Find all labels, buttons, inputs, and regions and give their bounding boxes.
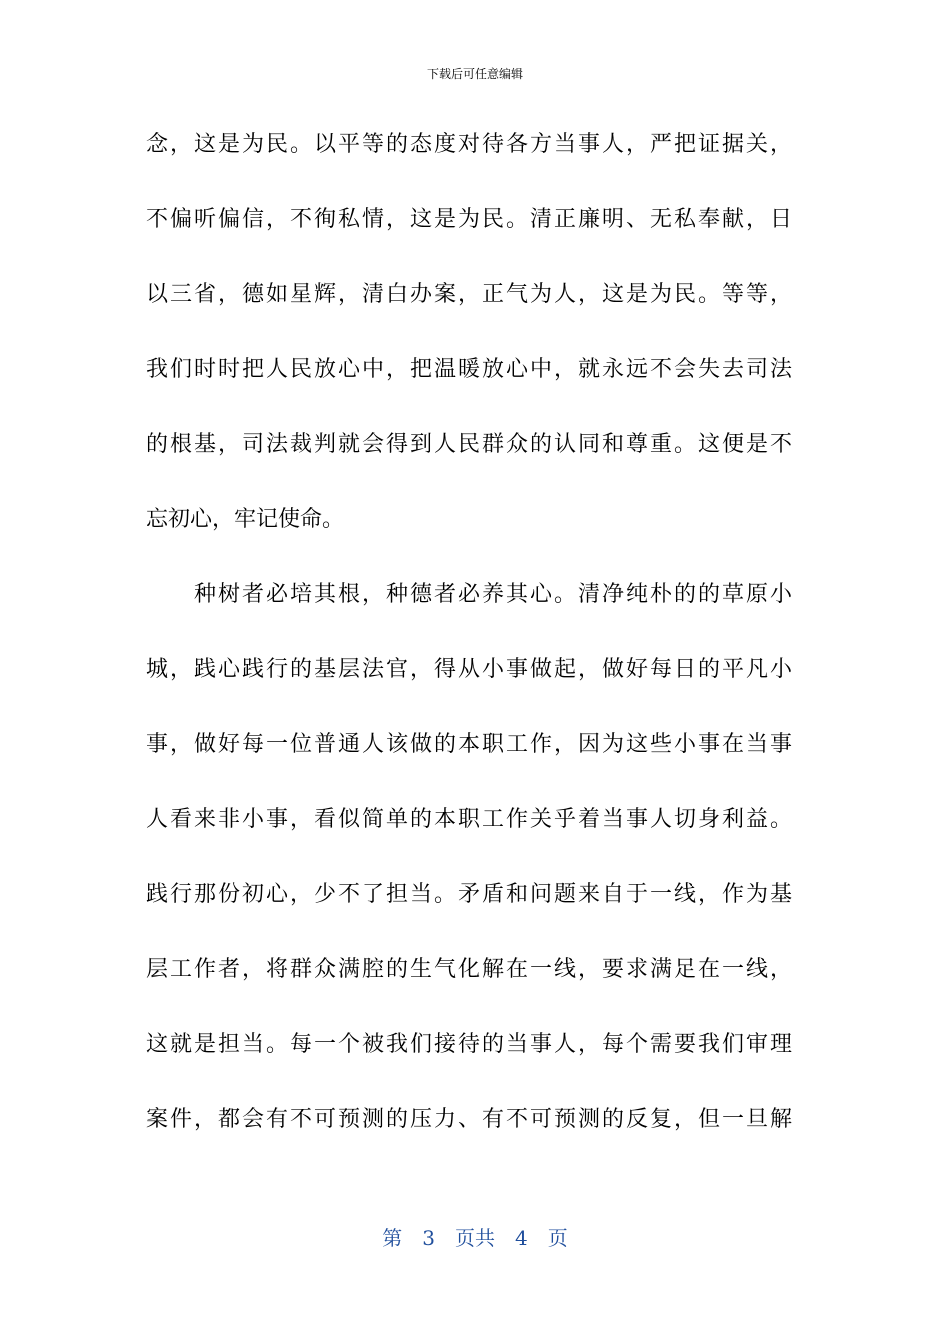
document-body [146, 107, 792, 1157]
text-line: 我们时时把人民放心中，把温暖放心中，就永远不会失去司法 [146, 357, 792, 382]
text-line: 城，践心践行的基层法官，得从小事做起，做好每日的平凡小 [146, 657, 792, 682]
text-line: 忘初心，牢记使命。 [146, 507, 345, 532]
text-line: 人看来非小事，看似简单的本职工作关乎着当事人切身利益。 [146, 807, 792, 832]
text-line: 这就是担当。每一个被我们接待的当事人，每个需要我们审理 [146, 1032, 792, 1057]
page-header: 下载后可任意编辑 [426, 67, 523, 81]
text-line: 以三省，德如星辉，清白办案，正气为人，这是为民。等等， [146, 282, 792, 307]
text-line: 事，做好每一位普通人该做的本职工作，因为这些小事在当事 [146, 732, 792, 757]
text-line: 的根基，司法裁判就会得到人民群众的认同和尊重。这便是不 [146, 432, 792, 457]
text-line: 不偏听偏信，不徇私情，这是为民。清正廉明、无私奉献，日 [146, 207, 792, 232]
text-line: 层工作者，将群众满腔的生气化解在一线，要求满足在一线， [146, 957, 792, 982]
page-number-footer: 第 3 页共 4 页 [382, 1226, 568, 1250]
text-line: 种树者必培其根，种德者必养其心。清净纯朴的的草原小 [146, 582, 792, 607]
text-line: 案件，都会有不可预测的压力、有不可预测的反复，但一旦解 [146, 1107, 792, 1132]
text-line: 践行那份初心，少不了担当。矛盾和问题来自于一线，作为基 [146, 882, 792, 907]
text-line: 念，这是为民。以平等的态度对待各方当事人，严把证据关， [146, 132, 792, 157]
